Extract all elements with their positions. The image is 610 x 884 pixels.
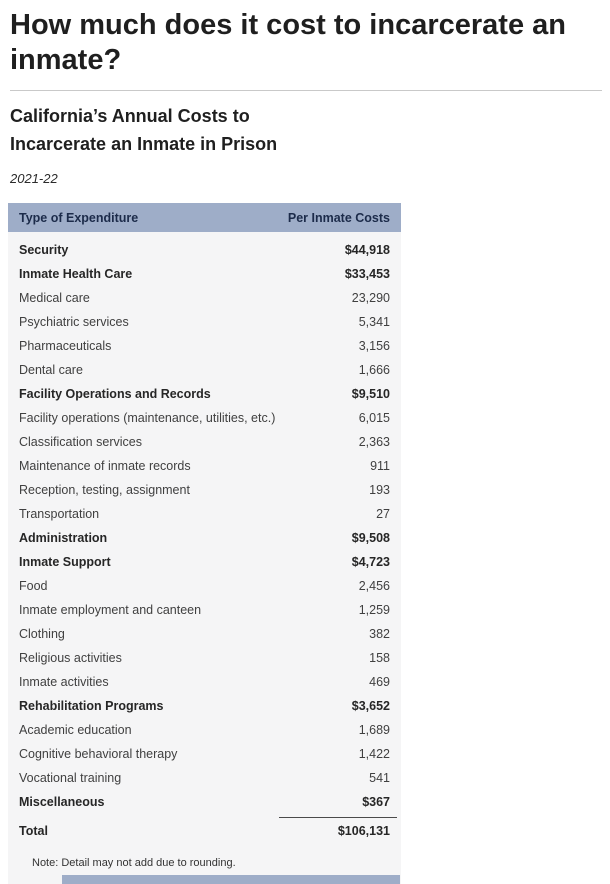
table-row [8, 262, 401, 286]
row-label: Administration [19, 531, 108, 545]
row-label: Academic education [19, 723, 132, 737]
page-title: How much does it cost to incarcerate an inmate? [10, 9, 566, 76]
table-header-row [8, 203, 401, 232]
row-value: $33,453 [344, 267, 390, 281]
row-label: Maintenance of inmate records [19, 459, 191, 473]
row-label: Facility operations (maintenance, utilities, etc.) [19, 411, 276, 425]
row-value: 6,015 [358, 411, 390, 425]
col-header-per-inmate-costs: Per Inmate Costs [287, 210, 390, 225]
row-value: 1,422 [358, 747, 390, 761]
row-label: Psychiatric services [19, 315, 129, 329]
table-row [8, 502, 401, 526]
table-row [8, 598, 401, 622]
table-row [8, 238, 401, 262]
table-row [8, 550, 401, 574]
row-label: Vocational training [19, 771, 122, 785]
row-value: 1,666 [358, 363, 390, 377]
row-value: 1,689 [358, 723, 390, 737]
row-value: $9,508 [351, 531, 390, 545]
row-value: 27 [376, 507, 390, 521]
row-label: Inmate Health Care [19, 267, 133, 281]
table-row [8, 430, 401, 454]
row-value: $44,918 [344, 243, 390, 257]
table-row [8, 694, 401, 718]
row-label: Inmate employment and canteen [19, 603, 202, 617]
table-title [10, 102, 602, 158]
row-value: 469 [369, 675, 390, 689]
table-row [8, 310, 401, 334]
row-label: Inmate Support [19, 555, 111, 569]
row-label: Cognitive behavioral therapy [19, 747, 178, 761]
row-value: 3,156 [358, 339, 390, 353]
row-label: Religious activities [19, 651, 122, 665]
table-row [8, 358, 401, 382]
table-row [8, 478, 401, 502]
row-label: Medical care [19, 291, 90, 305]
table-note: Note: Detail may not add due to rounding. [32, 857, 236, 869]
row-value: 23,290 [351, 291, 390, 305]
row-label: Pharmaceuticals [19, 339, 112, 353]
total-value: $106,131 [337, 824, 390, 838]
row-value: 1,259 [358, 603, 390, 617]
total-label: Total [19, 824, 48, 838]
row-value: 2,363 [358, 435, 390, 449]
total-row [8, 818, 401, 844]
row-value: 2,456 [358, 579, 390, 593]
table-row [8, 766, 401, 790]
row-label: Clothing [19, 627, 65, 641]
row-value: 911 [370, 459, 390, 473]
row-label: Dental care [19, 363, 83, 377]
table-row [8, 790, 401, 814]
row-value: $3,652 [351, 699, 390, 713]
table-row [8, 286, 401, 310]
cost-table [8, 203, 401, 884]
row-value: $4,723 [351, 555, 390, 569]
row-value: 5,341 [358, 315, 390, 329]
row-label: Classification services [19, 435, 142, 449]
table-row [8, 622, 401, 646]
row-label: Inmate activities [19, 675, 109, 689]
table-row [8, 334, 401, 358]
row-label: Transportation [19, 507, 100, 521]
row-label: Miscellaneous [19, 795, 105, 809]
row-label: Reception, testing, assignment [19, 483, 190, 497]
table-title-line2: Incarcerate an Inmate in Prison [10, 134, 278, 154]
table-row [8, 406, 401, 430]
fiscal-year: 2021-22 [10, 171, 58, 186]
row-label: Security [19, 243, 69, 257]
row-value: 193 [369, 483, 390, 497]
table-row [8, 574, 401, 598]
table-row [8, 670, 401, 694]
table-row [8, 646, 401, 670]
row-value: 158 [369, 651, 390, 665]
table-row [8, 526, 401, 550]
row-value: $9,510 [351, 387, 390, 401]
table-title-line1: California’s Annual Costs to [10, 106, 250, 126]
table-body [8, 232, 401, 814]
row-label: Facility Operations and Records [19, 387, 211, 401]
table-row [8, 742, 401, 766]
row-value: 382 [369, 627, 390, 641]
row-value: $367 [362, 795, 390, 809]
row-label: Rehabilitation Programs [19, 699, 164, 713]
row-label: Food [19, 579, 48, 593]
next-table-header-bar [62, 875, 400, 884]
col-header-expenditure: Type of Expenditure [19, 210, 139, 225]
row-value: 541 [369, 771, 390, 785]
divider [10, 90, 602, 91]
table-row [8, 454, 401, 478]
table-row [8, 718, 401, 742]
table-row [8, 382, 401, 406]
